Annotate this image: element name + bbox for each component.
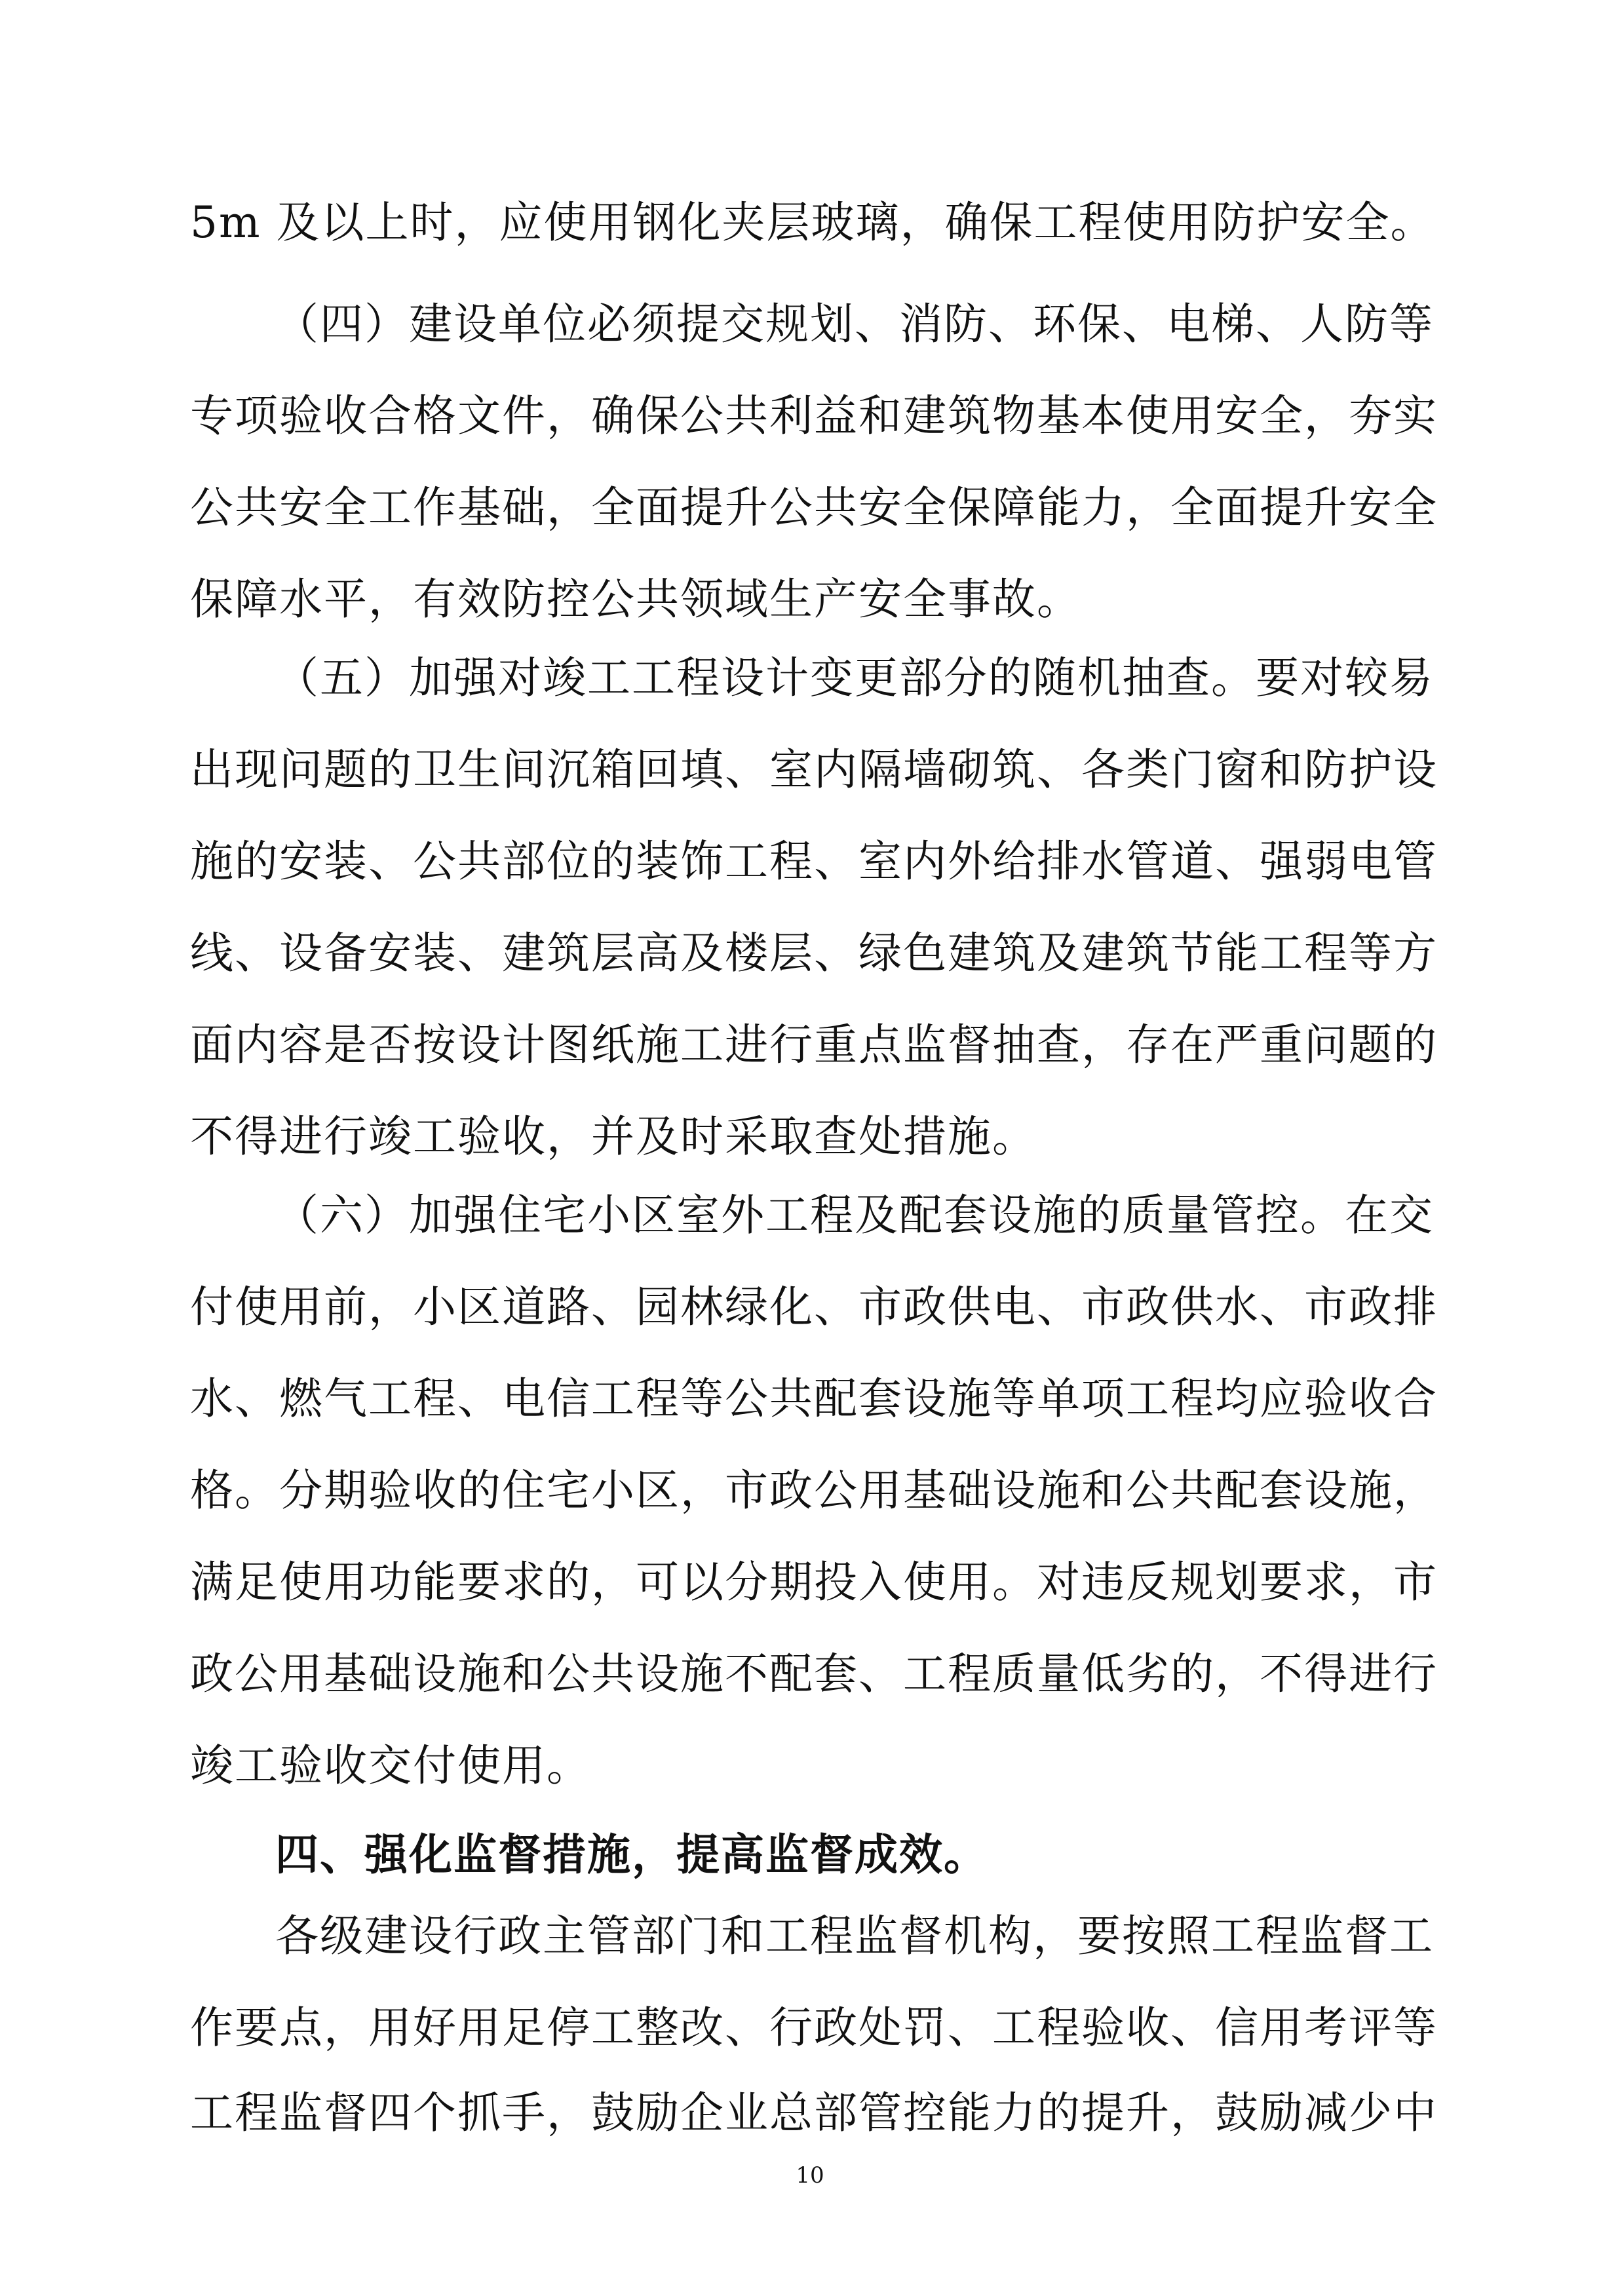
text-line-2: （四）建设单位必须提交规划、消防、环保、电梯、人防等: [275, 299, 1434, 349]
text-line-1: 5m 及以上时，应使用钢化夹层玻璃，确保工程使用防护安全。: [190, 197, 1435, 248]
text-line-21: 作要点，用好用足停工整改、行政处罚、工程验收、信用考评等: [190, 2002, 1438, 2053]
text-line-3: 专项验收合格文件，确保公共利益和建筑物基本使用安全，夯实: [190, 391, 1438, 441]
text-line-20: 各级建设行政主管部门和工程监督机构，要按照工程监督工: [275, 1911, 1434, 1961]
text-line-16: 满足使用功能要求的，可以分期投入使用。对违反规划要求，市: [190, 1557, 1438, 1607]
text-line-11: 不得进行竣工验收，并及时采取查处措施。: [190, 1111, 1037, 1162]
text-line-22: 工程监督四个抓手，鼓励企业总部管控能力的提升，鼓励减少中: [190, 2088, 1438, 2138]
text-line-5: 保障水平，有效防控公共领域生产安全事故。: [190, 574, 1081, 624]
text-line-9: 线、设备安装、建筑层高及楼层、绿色建筑及建筑节能工程等方: [190, 928, 1438, 978]
text-line-10: 面内容是否按设计图纸施工进行重点监督抽查，存在严重问题的: [190, 1020, 1438, 1070]
text-line-13: 付使用前，小区道路、园林绿化、市政供电、市政供水、市政排: [190, 1282, 1438, 1332]
section-heading: 四、强化监督措施，提高监督成效。: [275, 1829, 988, 1880]
text-line-17: 政公用基础设施和公共设施不配套、工程质量低劣的，不得进行: [190, 1649, 1438, 1699]
text-line-12: （六）加强住宅小区室外工程及配套设施的质量管控。在交: [275, 1190, 1434, 1240]
text-line-14: 水、燃气工程、电信工程等公共配套设施等单项工程均应验收合: [190, 1373, 1438, 1424]
page-number: 10: [796, 2162, 824, 2189]
text-line-18: 竣工验收交付使用。: [190, 1740, 591, 1791]
text-line-4: 公共安全工作基础，全面提升公共安全保障能力，全面提升安全: [190, 482, 1438, 533]
text-line-8: 施的安装、公共部位的装饰工程、室内外给排水管道、强弱电管: [190, 836, 1438, 887]
text-line-6: （五）加强对竣工工程设计变更部分的随机抽查。要对较易: [275, 653, 1434, 703]
text-line-7: 出现问题的卫生间沉箱回填、室内隔墙砌筑、各类门窗和防护设: [190, 744, 1438, 795]
text-line-15: 格。分期验收的住宅小区，市政公用基础设施和公共配套设施，: [190, 1465, 1438, 1516]
